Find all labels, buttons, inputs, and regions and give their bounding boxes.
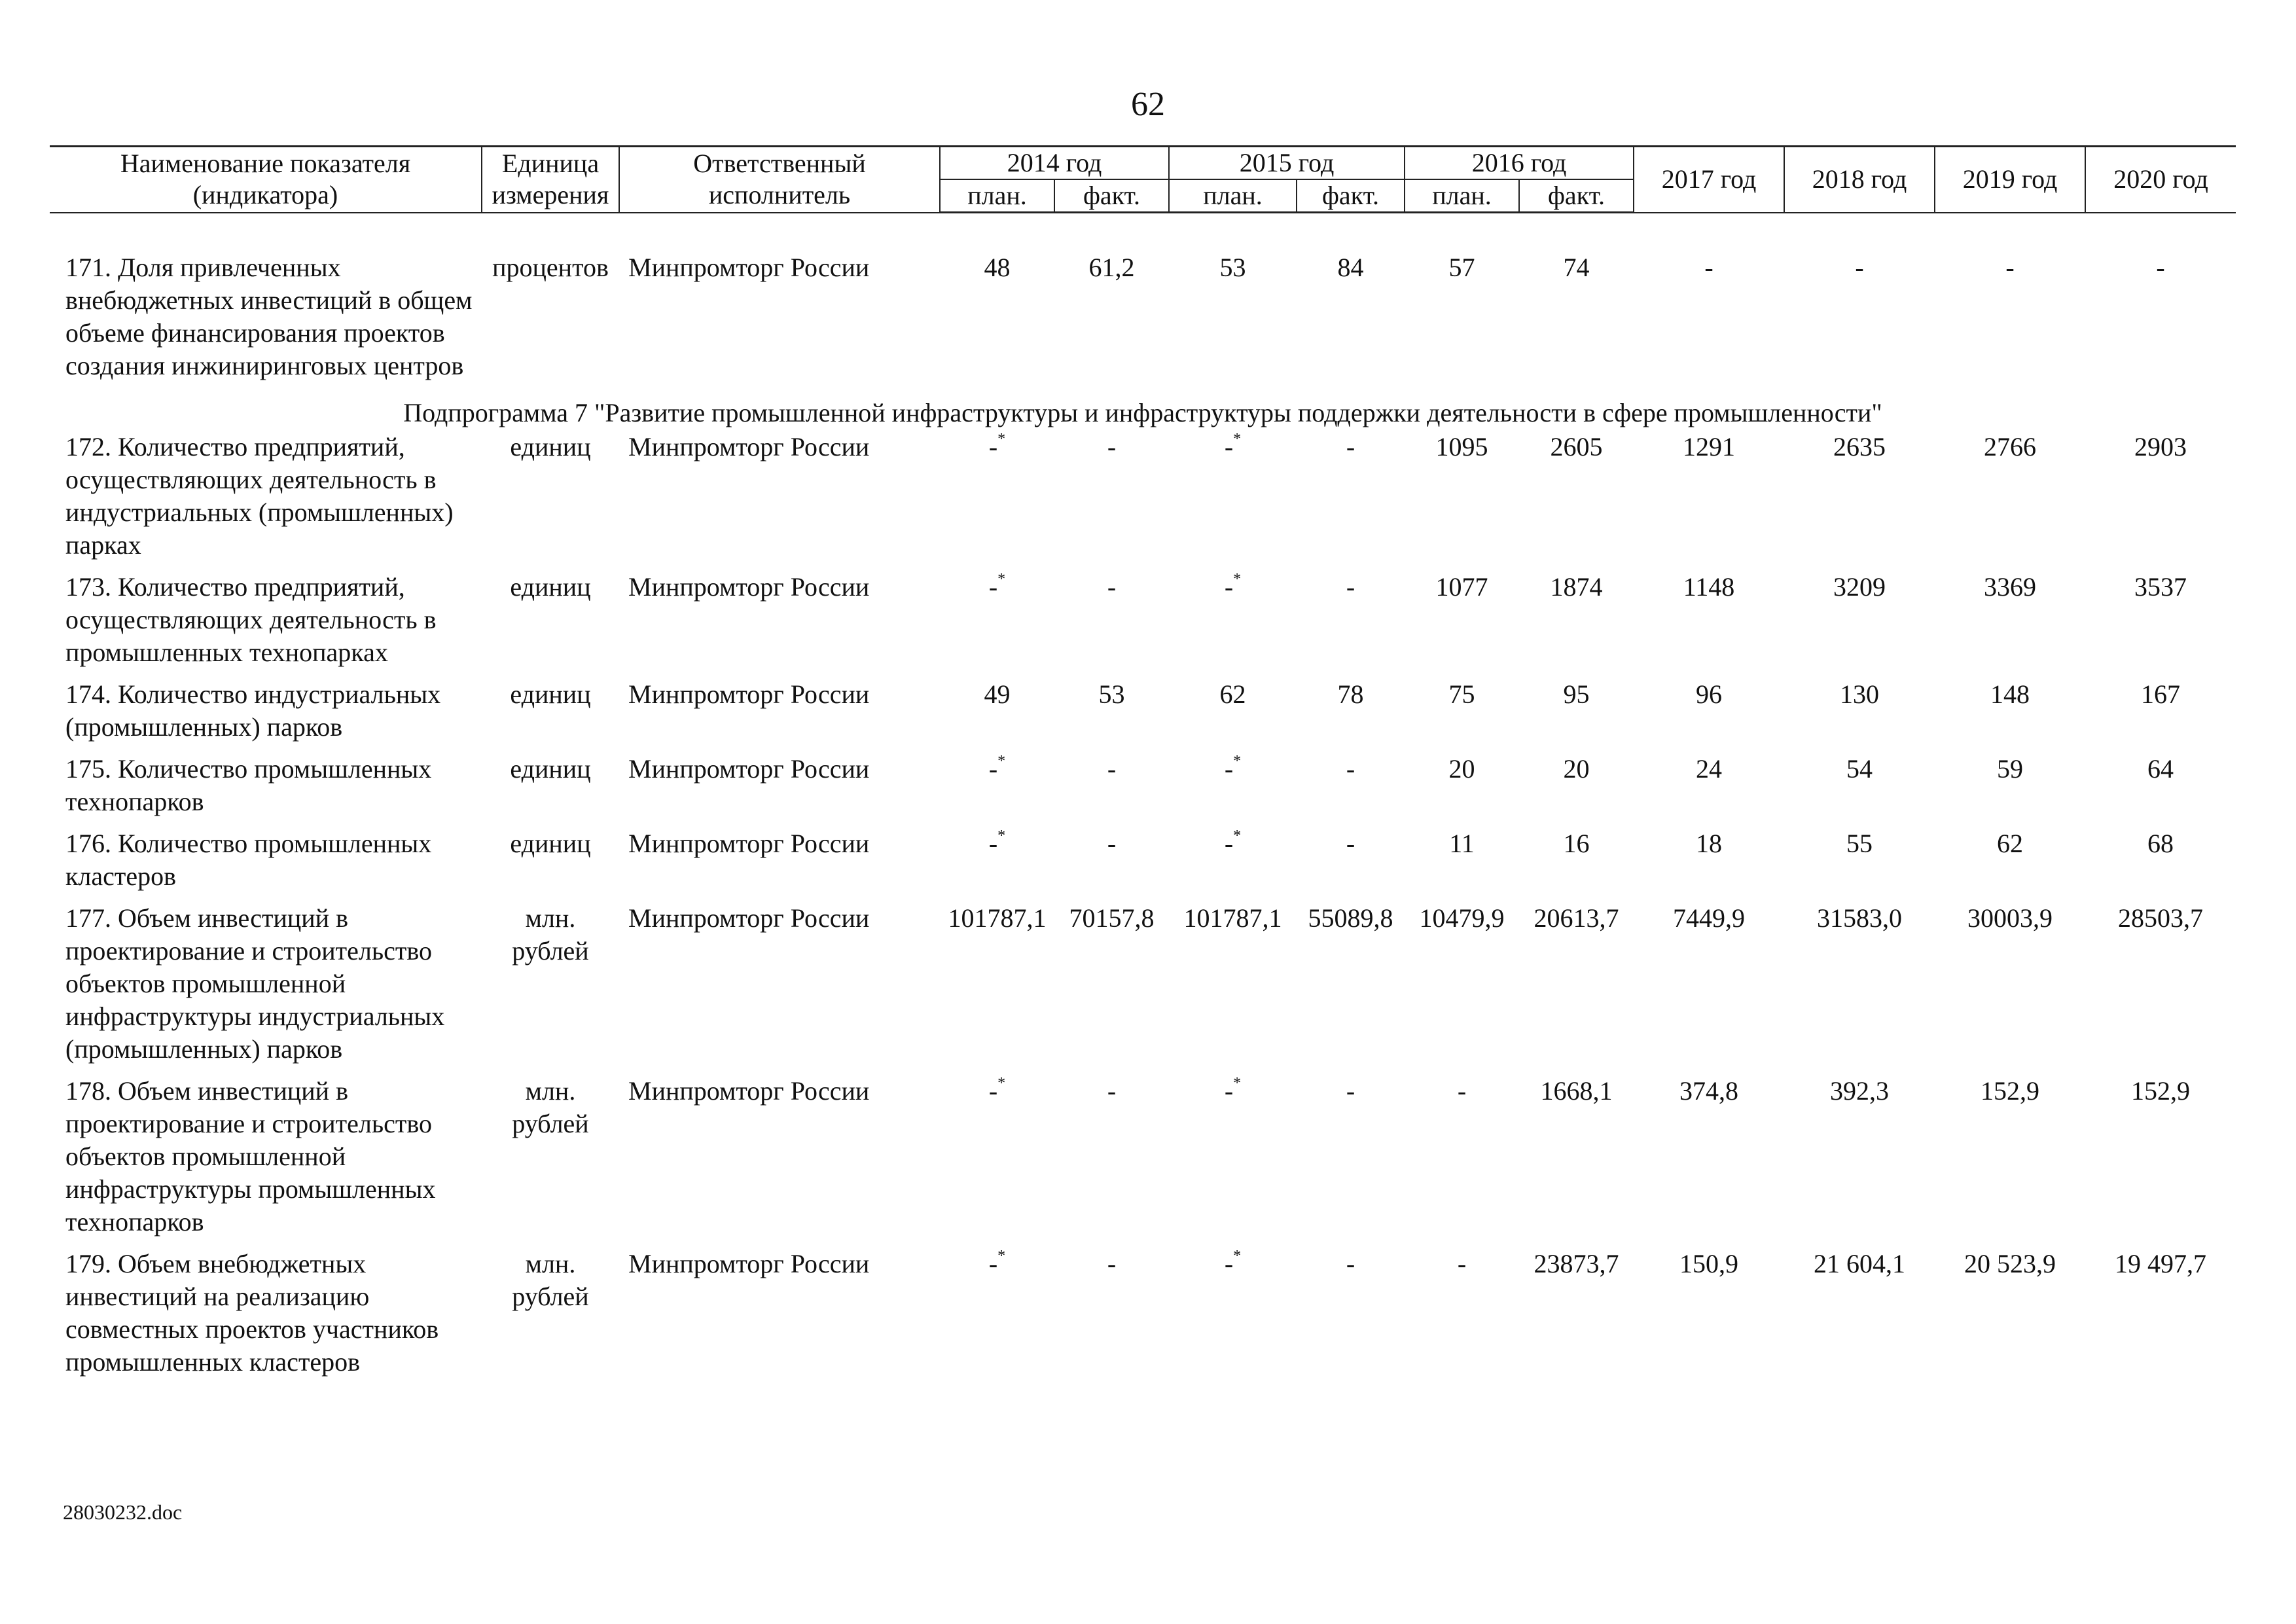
value-text: 19 497,7: [2115, 1249, 2207, 1278]
indicator-value: [1405, 753, 1519, 827]
footnote-mark: *: [1233, 430, 1242, 448]
indicator-value: [1634, 1075, 1784, 1248]
value-text: -: [988, 1076, 998, 1106]
value-text: -: [1224, 572, 1234, 602]
value-text: 78: [1337, 679, 1364, 709]
value-text: 374,8: [1679, 1076, 1739, 1106]
table-row: [50, 431, 2236, 571]
value-text: -: [1224, 1076, 1234, 1106]
indicator-value: [1169, 827, 1297, 902]
subprogram-title: Подпрограмма 7 "Развитие промышленной инфраструктуры и инфраструктуры поддержки деятельности в сфере промышленности": [403, 398, 1882, 427]
value-text: 20: [1563, 754, 1590, 784]
indicator-value: [2085, 431, 2236, 571]
indicator-value: [1297, 827, 1405, 902]
value-text: 130: [1840, 679, 1880, 709]
indicator-unit: единиц: [510, 572, 591, 602]
indicator-unit: единиц: [510, 679, 591, 709]
indicator-value: [1784, 1248, 1935, 1388]
value-text: -: [988, 754, 998, 784]
indicator-value: [1054, 1075, 1169, 1248]
indicator-value: [1634, 1248, 1784, 1388]
responsible-executor: Минпромторг России: [628, 253, 870, 282]
value-text: 3369: [1984, 572, 2037, 602]
header-plan-2014: план.: [940, 179, 1054, 213]
indicator-value: [1634, 753, 1784, 827]
indicator-name: 174. Количество индустриальных (промышленных) парков: [65, 679, 441, 742]
indicator-value: [1784, 431, 1935, 571]
indicator-value: [1169, 1075, 1297, 1248]
value-text: 11: [1449, 829, 1475, 858]
indicator-value: [1405, 571, 1519, 678]
indicator-unit: процентов: [492, 253, 609, 282]
value-text: -: [1346, 432, 1355, 461]
indicator-value: [1054, 753, 1169, 827]
table-row: [50, 753, 2236, 827]
indicator-name: 175. Количество промышленных технопарков: [65, 754, 432, 816]
value-text: 1668,1: [1540, 1076, 1613, 1106]
indicator-value: [940, 753, 1054, 827]
indicator-value: [1784, 902, 1935, 1075]
footnote-mark: *: [1233, 570, 1242, 588]
indicator-value: [2085, 827, 2236, 902]
responsible-executor: Минпромторг России: [628, 903, 870, 933]
value-text: 57: [1448, 253, 1475, 282]
responsible-executor: Минпромторг России: [628, 1249, 870, 1278]
subprogram-row: [50, 391, 2236, 431]
footnote-mark: *: [1233, 752, 1242, 770]
indicator-value: [1519, 678, 1634, 753]
value-text: 3209: [1833, 572, 1886, 602]
indicator-value: [2085, 251, 2236, 391]
indicator-value: [1297, 571, 1405, 678]
indicator-value: [1519, 902, 1634, 1075]
value-text: 61,2: [1088, 253, 1135, 282]
value-text: 148: [1990, 679, 2030, 709]
table-body: [50, 213, 2236, 1388]
indicator-unit: единиц: [510, 829, 591, 858]
footnote-mark: *: [1233, 827, 1242, 844]
value-text: 49: [984, 679, 1011, 709]
value-text: 95: [1563, 679, 1590, 709]
indicator-value: [1935, 678, 2085, 753]
value-text: 21 604,1: [1814, 1249, 1906, 1278]
value-text: 23873,7: [1534, 1249, 1619, 1278]
value-text: -: [1107, 572, 1117, 602]
value-text: 16: [1563, 829, 1590, 858]
header-plan-2016: план.: [1405, 179, 1519, 213]
indicator-value: [940, 678, 1054, 753]
indicator-value: [940, 571, 1054, 678]
indicator-value: [940, 1248, 1054, 1388]
value-text: 64: [2147, 754, 2174, 784]
indicator-value: [1169, 251, 1297, 391]
value-text: 28503,7: [2118, 903, 2204, 933]
value-text: 48: [984, 253, 1011, 282]
header-year-2020: 2020 год: [2085, 147, 2236, 213]
responsible-executor: Минпромторг России: [628, 754, 870, 784]
indicator-value: [1634, 827, 1784, 902]
value-text: -: [1346, 1249, 1355, 1278]
value-text: -: [1346, 1076, 1355, 1106]
value-text: 1874: [1550, 572, 1603, 602]
indicator-value: [2085, 753, 2236, 827]
indicator-value: [1935, 571, 2085, 678]
table-row: [50, 1075, 2236, 1248]
value-text: 59: [1997, 754, 2024, 784]
indicator-value: [1054, 431, 1169, 571]
table-row: [50, 678, 2236, 753]
value-text: -: [1107, 432, 1117, 461]
indicator-unit: единиц: [510, 432, 591, 461]
indicator-value: [1405, 827, 1519, 902]
value-text: 55089,8: [1308, 903, 1393, 933]
footnote-mark: *: [997, 1247, 1006, 1265]
header-fact-2015: факт.: [1297, 179, 1405, 213]
value-text: 74: [1563, 253, 1590, 282]
indicator-value: [1784, 571, 1935, 678]
table-row: [50, 827, 2236, 902]
value-text: -: [2156, 253, 2165, 282]
indicator-value: [1297, 1248, 1405, 1388]
value-text: -: [988, 829, 998, 858]
value-text: 1291: [1683, 432, 1736, 461]
value-text: 53: [1219, 253, 1246, 282]
indicator-value: [1297, 431, 1405, 571]
value-text: 24: [1696, 754, 1723, 784]
value-text: 152,9: [1981, 1076, 2040, 1106]
value-text: 84: [1337, 253, 1364, 282]
header-year-2019: 2019 год: [1935, 147, 2085, 213]
indicator-value: [1405, 902, 1519, 1075]
indicator-value: [1935, 1248, 2085, 1388]
header-name: Наименование показателя (индикатора): [50, 147, 482, 213]
value-text: 20 523,9: [1964, 1249, 2056, 1278]
indicator-value: [1405, 431, 1519, 571]
responsible-executor: Минпромторг России: [628, 1076, 870, 1106]
indicator-value: [2085, 1075, 2236, 1248]
value-text: 2605: [1550, 432, 1603, 461]
value-text: 68: [2147, 829, 2174, 858]
value-text: -: [1224, 432, 1234, 461]
value-text: -: [1107, 754, 1117, 784]
footnote-mark: *: [1233, 1247, 1242, 1265]
indicator-name: 172. Количество предприятий, осуществляющих деятельность в индустриальных (промышленных) парках: [65, 432, 454, 560]
indicator-value: [1405, 1075, 1519, 1248]
value-text: 53: [1098, 679, 1125, 709]
value-text: 62: [1219, 679, 1246, 709]
value-text: -: [988, 1249, 998, 1278]
footnote-mark: *: [997, 570, 1006, 588]
value-text: -: [1107, 1249, 1117, 1278]
value-text: 20: [1448, 754, 1475, 784]
value-text: 10479,9: [1419, 903, 1505, 933]
value-text: 1095: [1435, 432, 1488, 461]
indicator-value: [1784, 753, 1935, 827]
header-fact-2016: факт.: [1519, 179, 1634, 213]
indicator-value: [1784, 827, 1935, 902]
value-text: -: [1346, 572, 1355, 602]
footnote-mark: *: [1233, 1074, 1242, 1092]
indicator-value: [1784, 1075, 1935, 1248]
indicator-value: [1297, 251, 1405, 391]
value-text: 101787,1: [948, 903, 1047, 933]
table-row: [50, 902, 2236, 1075]
indicator-value: [2085, 678, 2236, 753]
value-text: -: [1346, 754, 1355, 784]
value-text: 55: [1846, 829, 1873, 858]
header-year-2016: 2016 год: [1405, 147, 1634, 180]
indicator-value: [1784, 251, 1935, 391]
value-text: 31583,0: [1817, 903, 1903, 933]
value-text: -: [1224, 1249, 1234, 1278]
value-text: 1077: [1435, 572, 1488, 602]
indicator-value: [1634, 431, 1784, 571]
indicator-name: 179. Объем внебюджетных инвестиций на реализацию совместных проектов участников промышленных кластеров: [65, 1249, 439, 1377]
indicator-value: [940, 1075, 1054, 1248]
indicator-value: [1169, 431, 1297, 571]
indicator-value: [1054, 827, 1169, 902]
header-year-2018: 2018 год: [1784, 147, 1935, 213]
indicator-value: [1297, 1075, 1405, 1248]
value-text: 2903: [2134, 432, 2187, 461]
indicator-value: [1935, 251, 2085, 391]
value-text: -: [1457, 1249, 1467, 1278]
indicator-value: [1519, 571, 1634, 678]
responsible-executor: Минпромторг России: [628, 572, 870, 602]
value-text: 7449,9: [1673, 903, 1746, 933]
responsible-executor: Минпромторг России: [628, 432, 870, 461]
indicator-unit: млн. рублей: [512, 1076, 589, 1138]
value-text: -: [1457, 1076, 1467, 1106]
indicator-name: 176. Количество промышленных кластеров: [65, 829, 432, 891]
indicator-value: [1169, 753, 1297, 827]
value-text: 18: [1696, 829, 1723, 858]
indicator-value: [1935, 827, 2085, 902]
value-text: 167: [2141, 679, 2181, 709]
value-text: 20613,7: [1534, 903, 1619, 933]
header-fact-2014: факт.: [1054, 179, 1169, 213]
value-text: 30003,9: [1967, 903, 2053, 933]
indicator-value: [940, 902, 1054, 1075]
indicator-value: [1054, 571, 1169, 678]
indicator-value: [1405, 251, 1519, 391]
indicator-name: 171. Доля привлеченных внебюджетных инвестиций в общем объеме финансирования проектов создания инжиниринговых центров: [65, 253, 473, 380]
document-footer: 28030232.doc: [63, 1500, 183, 1524]
indicator-value: [1405, 1248, 1519, 1388]
table-row: [50, 251, 2236, 391]
value-text: -: [1224, 754, 1234, 784]
header-responsible: Ответственный исполнитель: [619, 147, 940, 213]
indicator-value: [1634, 902, 1784, 1075]
indicator-value: [1054, 251, 1169, 391]
value-text: -: [1704, 253, 1713, 282]
indicator-value: [940, 251, 1054, 391]
indicator-value: [1634, 251, 1784, 391]
indicator-value: [1935, 1075, 2085, 1248]
indicator-value: [2085, 571, 2236, 678]
indicator-value: [1405, 678, 1519, 753]
value-text: 152,9: [2131, 1076, 2191, 1106]
indicator-value: [1935, 431, 2085, 571]
indicator-unit: млн. рублей: [512, 903, 589, 965]
indicator-value: [1054, 1248, 1169, 1388]
indicator-value: [1634, 571, 1784, 678]
header-plan-2015: план.: [1169, 179, 1297, 213]
indicator-value: [2085, 902, 2236, 1075]
indicator-value: [1519, 827, 1634, 902]
value-text: 150,9: [1679, 1249, 1739, 1278]
header-year-2017: 2017 год: [1634, 147, 1784, 213]
footnote-mark: *: [997, 430, 1006, 448]
value-text: 1148: [1683, 572, 1735, 602]
value-text: 70157,8: [1069, 903, 1155, 933]
value-text: 54: [1846, 754, 1873, 784]
indicator-value: [1054, 902, 1169, 1075]
indicator-value: [1519, 1075, 1634, 1248]
indicator-value: [1935, 902, 2085, 1075]
value-text: 392,3: [1830, 1076, 1890, 1106]
value-text: -: [988, 432, 998, 461]
indicator-unit: млн. рублей: [512, 1249, 589, 1311]
indicator-value: [940, 827, 1054, 902]
value-text: 62: [1997, 829, 2024, 858]
indicator-name: 177. Объем инвестиций в проектирование и строительство объектов промышленной инфраструктуры индустриальных (промышленных) парков: [65, 903, 445, 1064]
indicator-value: [1519, 753, 1634, 827]
indicator-unit: единиц: [510, 754, 591, 784]
header-unit: Единица измерения: [482, 147, 619, 213]
value-text: -: [988, 572, 998, 602]
value-text: 75: [1448, 679, 1475, 709]
indicator-value: [1519, 431, 1634, 571]
indicator-value: [1169, 902, 1297, 1075]
value-text: -: [1107, 1076, 1117, 1106]
page-number: 62: [1131, 86, 1165, 123]
responsible-executor: Минпромторг России: [628, 829, 870, 858]
value-text: -: [1107, 829, 1117, 858]
value-text: 2766: [1984, 432, 2037, 461]
value-text: 2635: [1833, 432, 1886, 461]
indicator-value: [1169, 1248, 1297, 1388]
value-text: -: [1346, 829, 1355, 858]
footnote-mark: *: [997, 1074, 1006, 1092]
value-text: -: [2005, 253, 2015, 282]
indicator-name: 178. Объем инвестиций в проектирование и строительство объектов промышленной инфраструктуры промышленных технопарков: [65, 1076, 436, 1236]
header-year-2014: 2014 год: [940, 147, 1169, 180]
indicator-value: [1297, 902, 1405, 1075]
indicator-name: 173. Количество предприятий, осуществляющих деятельность в промышленных технопарках: [65, 572, 437, 667]
indicator-value: [1784, 678, 1935, 753]
indicator-value: [1634, 678, 1784, 753]
value-text: 101787,1: [1183, 903, 1282, 933]
indicator-value: [1169, 571, 1297, 678]
value-text: -: [1224, 829, 1234, 858]
value-text: 3537: [2134, 572, 2187, 602]
indicator-value: [2085, 1248, 2236, 1388]
footnote-mark: *: [997, 827, 1006, 844]
responsible-executor: Минпромторг России: [628, 679, 870, 709]
table-row: [50, 1248, 2236, 1388]
indicator-value: [940, 431, 1054, 571]
header-year-2015: 2015 год: [1169, 147, 1405, 180]
footnote-mark: *: [997, 752, 1006, 770]
indicator-value: [1169, 678, 1297, 753]
indicators-table: [50, 145, 2236, 1388]
indicator-value: [1519, 1248, 1634, 1388]
indicator-value: [1297, 678, 1405, 753]
indicator-value: [1519, 251, 1634, 391]
indicator-value: [1054, 678, 1169, 753]
value-text: -: [1855, 253, 1864, 282]
indicator-value: [1935, 753, 2085, 827]
value-text: 96: [1696, 679, 1723, 709]
indicator-value: [1297, 753, 1405, 827]
table-row: [50, 571, 2236, 678]
